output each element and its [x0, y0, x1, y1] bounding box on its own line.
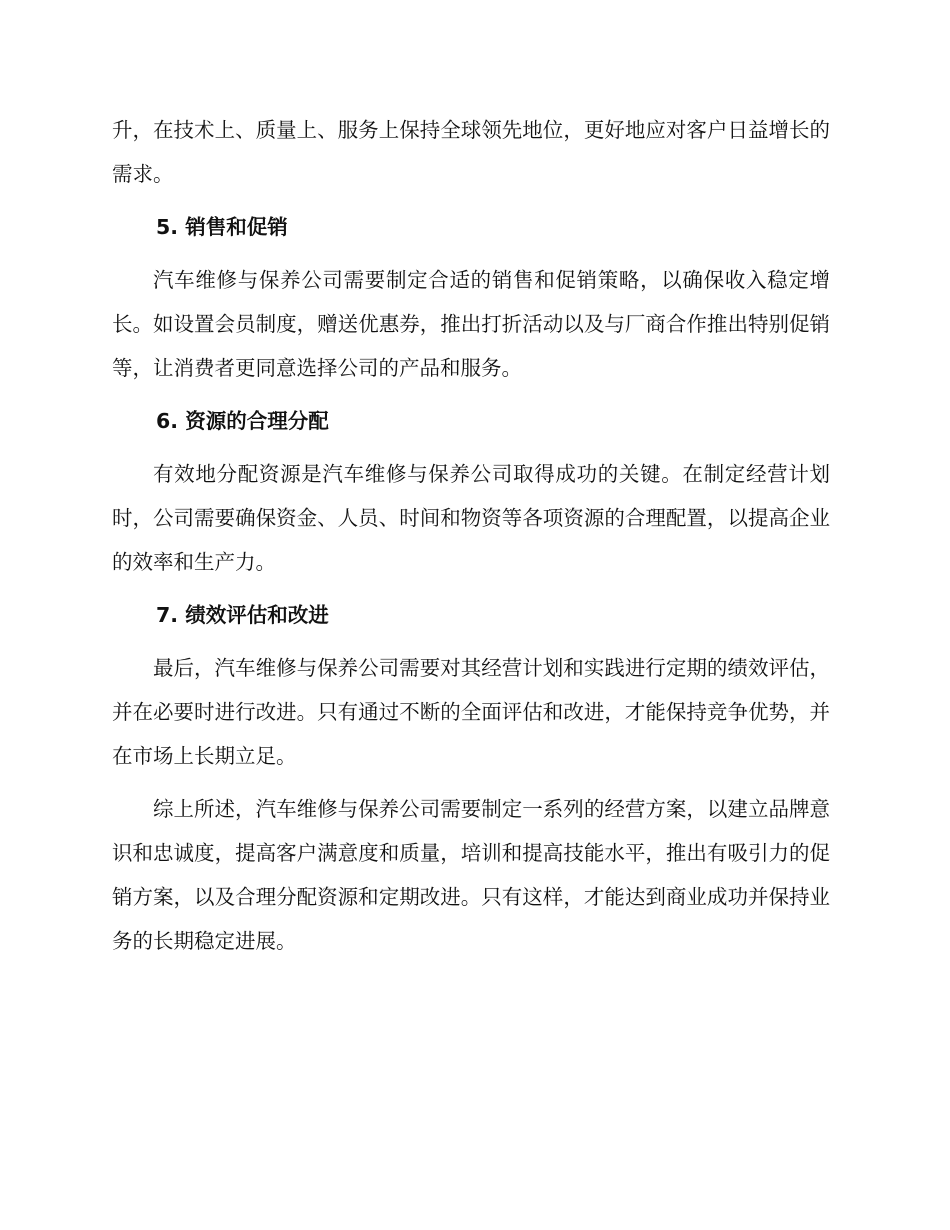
conclusion-paragraph: 综上所述，汽车维修与保养公司需要制定一系列的经营方案，以建立品牌意识和忠诚度，提高客户满意度和质量，培训和提高技能水平，推出有吸引力的促销方案，以及合理分配资源和定期改进。只有这样，才能达到商业成功并保持业务的长期稳定进展。: [112, 797, 830, 953]
section-body-sales: 汽车维修与保养公司需要制定合适的销售和促销策略，以确保收入稳定增长。如设置会员制度，赠送优惠券，推出打折活动以及与厂商合作推出特别促销等，让消费者更同意选择公司的产品和服务。: [112, 268, 830, 380]
section-heading-performance: 7. 绩效评估和改进: [156, 603, 329, 627]
document-page: [112, 108, 830, 963]
continuation-paragraph: 升，在技术上、质量上、服务上保持全球领先地位，更好地应对客户日益增长的需求。: [112, 118, 830, 186]
section-body-resources: 有效地分配资源是汽车维修与保养公司取得成功的关键。在制定经营计划时，公司需要确保资金、人员、时间和物资等各项资源的合理配置，以提高企业的效率和生产力。: [112, 462, 830, 574]
section-heading-resources: 6. 资源的合理分配: [156, 409, 329, 433]
section-heading-sales: 5. 销售和促销: [156, 215, 288, 239]
section-body-performance: 最后，汽车维修与保养公司需要对其经营计划和实践进行定期的绩效评估，并在必要时进行改进。只有通过不断的全面评估和改进，才能保持竞争优势，并在市场上长期立足。: [112, 656, 830, 768]
